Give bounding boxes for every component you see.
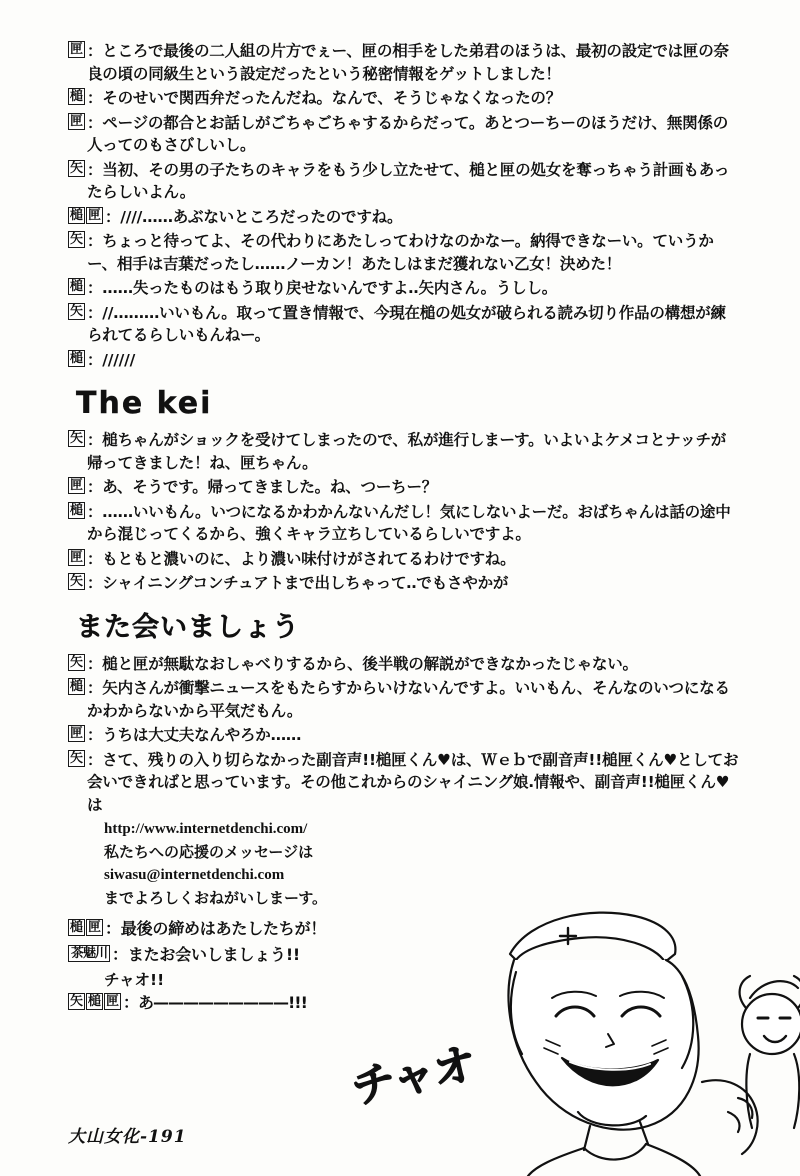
dialogue-line bbox=[68, 87, 740, 110]
website-url[interactable]: http://www.internetdenchi.com/ bbox=[104, 821, 308, 837]
dialogue-text: ：さて、残りの入り切らなかった副音声!!槌匣くん♥は、Ｗｅｂで副音声!!槌匣くん♥としてお会いできればと思っています。その他これからのシャイニング娘.情報や、副音声!!槌匣くん♥は bbox=[87, 750, 739, 814]
dialogue-line bbox=[68, 653, 740, 676]
dialogue-text: ：あ—————————!!! bbox=[123, 993, 307, 1012]
speaker-tags bbox=[68, 749, 86, 767]
speaker-tag: 槌 bbox=[69, 920, 83, 935]
dialogue-text: ：……失ったものはもう取り戻せないんですよ‥矢内さん。うしし。 bbox=[87, 279, 558, 297]
speaker-tag: 矢 bbox=[69, 654, 83, 670]
speaker-tag: 槌 bbox=[69, 679, 83, 694]
section-heading-mata-aimashou: また会いましょう bbox=[76, 611, 300, 643]
speaker-tag: 匣 bbox=[87, 920, 101, 935]
dialogue-text: ：そのせいで関西弁だったんだね。なんで、そうじゃなくなったの？ bbox=[87, 89, 561, 107]
dialogue-text: ：またお会いしましょう!! bbox=[112, 944, 301, 964]
closing-request-text: までよろしくおねがいしまーす。 bbox=[104, 889, 328, 907]
dialogue-line bbox=[68, 159, 740, 204]
speaker-tag: 匣 bbox=[105, 994, 119, 1009]
section-heading-the-kei: The kei bbox=[76, 386, 213, 421]
speaker-tag: 槌 bbox=[69, 502, 83, 518]
speaker-tags bbox=[68, 87, 86, 105]
speaker-tags bbox=[68, 724, 86, 742]
speaker-tags bbox=[68, 112, 86, 130]
dialogue-line bbox=[68, 230, 740, 275]
speaker-tag: 矢 bbox=[69, 232, 83, 247]
dialogue-text: ：最後の締めはあたしたちが！ bbox=[105, 919, 327, 938]
speaker-tag: 匣 bbox=[69, 549, 83, 565]
dialogue-text: ：うちは大丈夫なんやろか…… bbox=[87, 726, 302, 744]
speaker-tags bbox=[68, 277, 86, 295]
speaker-tags bbox=[68, 302, 86, 320]
email-address[interactable]: siwasu@internetdenchi.com bbox=[104, 867, 285, 883]
dialogue-line bbox=[68, 302, 740, 347]
sfx-text-chao: チャオ bbox=[346, 1038, 480, 1115]
dialogue-text: ：当初、その男の子たちのキャラをもう少し立たせて、槌と匣の処女を奪っちゃう計画もあったらしいよん。 bbox=[87, 160, 730, 201]
speaker-tags bbox=[68, 501, 86, 519]
dialogue-text: ：矢内さんが衝撃ニュースをもたらすからいけないんですよ。いいもん、そんなのいつになるかわからないから平気だもん。 bbox=[87, 679, 730, 720]
dialogue-text: ：槌と匣が無駄なおしゃべりするから、後半戦の解説ができなかったじゃない。 bbox=[87, 654, 638, 673]
speaker-tags bbox=[68, 40, 86, 58]
speaker-tags bbox=[68, 918, 104, 936]
dialogue-text: ：////……あぶないところだったのですね。 bbox=[105, 207, 403, 226]
dialogue-line bbox=[68, 572, 740, 595]
dialogue-text: ：ページの都合とお話しがごちゃごちゃするからだって。あとつーちーのほうだけ、無関係の人ってのもさびしいし。 bbox=[87, 113, 729, 154]
dialogue-line bbox=[68, 677, 740, 722]
speaker-tag: 匣 bbox=[69, 478, 83, 493]
contact-info-block bbox=[104, 818, 740, 910]
dialogue-content bbox=[68, 40, 740, 1018]
speaker-tags bbox=[68, 159, 86, 177]
dialogue-line bbox=[68, 918, 740, 941]
dialogue-text: ：ところで最後の二人組の片方でぇー、匣の相手をした弟君のほうは、最初の設定では匣の奈良の頃の同級生という設定だったという秘密情報をゲットしました！ bbox=[87, 42, 729, 83]
dialogue-line bbox=[68, 476, 740, 499]
speaker-tags bbox=[68, 548, 86, 566]
speaker-tag: 槌 bbox=[69, 207, 83, 223]
speaker-tags bbox=[68, 944, 111, 962]
dialogue-line bbox=[68, 944, 740, 967]
dialogue-line bbox=[68, 277, 740, 300]
dialogue-text: ：槌ちゃんがショックを受けてしまったので、私が進行しまーす。いよいよケメコとナッチが帰ってきました！ね、匣ちゃん。 bbox=[87, 431, 727, 472]
dialogue-line bbox=[68, 40, 740, 85]
dialogue-line bbox=[68, 349, 740, 372]
dialogue-block-mata bbox=[68, 653, 740, 817]
dialogue-text: ：あ、そうです。帰ってきました。ね、つーちー？ bbox=[87, 478, 438, 496]
speaker-tag: 匣 bbox=[87, 207, 101, 223]
speaker-tag: 矢 bbox=[69, 160, 83, 176]
speaker-tag: 矢 bbox=[69, 994, 83, 1009]
speaker-tags bbox=[68, 677, 86, 695]
speaker-tags bbox=[68, 992, 122, 1010]
speaker-tags bbox=[68, 429, 86, 447]
dialogue-line bbox=[68, 548, 740, 571]
speaker-tag: 槌 bbox=[87, 994, 101, 1009]
speaker-tag: 匣 bbox=[69, 113, 83, 129]
speaker-tag: 匣 bbox=[69, 42, 83, 57]
dialogue-text: ：//………いいもん。取って置き情報で、今現在槌の処女が破られる読み切り作品の構想が練られてるらしいもんねー。 bbox=[87, 303, 726, 344]
speaker-tag: 矢 bbox=[69, 431, 83, 446]
speaker-tag: 匣 bbox=[69, 726, 83, 741]
closing-block bbox=[68, 918, 740, 1015]
dialogue-line bbox=[68, 429, 740, 474]
dialogue-text: ：////// bbox=[87, 350, 136, 369]
dialogue-line bbox=[68, 501, 740, 546]
speaker-tag: 槌 bbox=[69, 279, 83, 294]
speaker-tags bbox=[68, 206, 104, 224]
dialogue-line bbox=[68, 749, 740, 817]
dialogue-line bbox=[68, 112, 740, 157]
speaker-tag: 槌 bbox=[69, 350, 83, 366]
speaker-tag: 矢 bbox=[69, 574, 83, 589]
speaker-tags bbox=[68, 572, 86, 590]
speaker-tags bbox=[68, 230, 86, 248]
speaker-tag: 槌 bbox=[69, 89, 83, 104]
speaker-tags bbox=[68, 476, 86, 494]
speaker-tags bbox=[68, 349, 86, 367]
speaker-tag: 茶魅川 bbox=[68, 945, 110, 962]
dialogue-line bbox=[68, 206, 740, 229]
dialogue-text: ：……いいもん。いつになるかわかんないんだし！気にしないよーだ。おばちゃんは話の途中から混じってくるから、強くキャラ立ちしているらしいですよ。 bbox=[87, 502, 731, 543]
dialogue-text: ：ちょっと待ってよ、その代わりにあたしってわけなのかなー。納得できなーい。ていうかー、相手は吉葉だったし……ノーカン！あたしはまだ獲れない乙女！決めた！ bbox=[87, 232, 714, 273]
dialogue-text: ：シャイニングコンチュアトまで出しちゃって‥でもさやかが bbox=[87, 574, 509, 592]
dialogue-block-main bbox=[68, 40, 740, 371]
support-message-label: 私たちへの応援のメッセージは bbox=[104, 843, 314, 861]
dialogue-block-the-kei bbox=[68, 429, 740, 595]
dialogue-line bbox=[68, 992, 740, 1015]
dialogue-text: ：もともと濃いのに、より濃い味付けがされてるわけですね。 bbox=[87, 549, 516, 568]
dialogue-line bbox=[68, 724, 740, 747]
speaker-tag: 矢 bbox=[69, 303, 83, 319]
page-number: 大山女化-191 bbox=[68, 1127, 187, 1147]
speaker-tags bbox=[68, 653, 86, 671]
dialogue-text-continuation: チャオ!! bbox=[104, 971, 165, 989]
speaker-tag: 矢 bbox=[69, 750, 83, 766]
